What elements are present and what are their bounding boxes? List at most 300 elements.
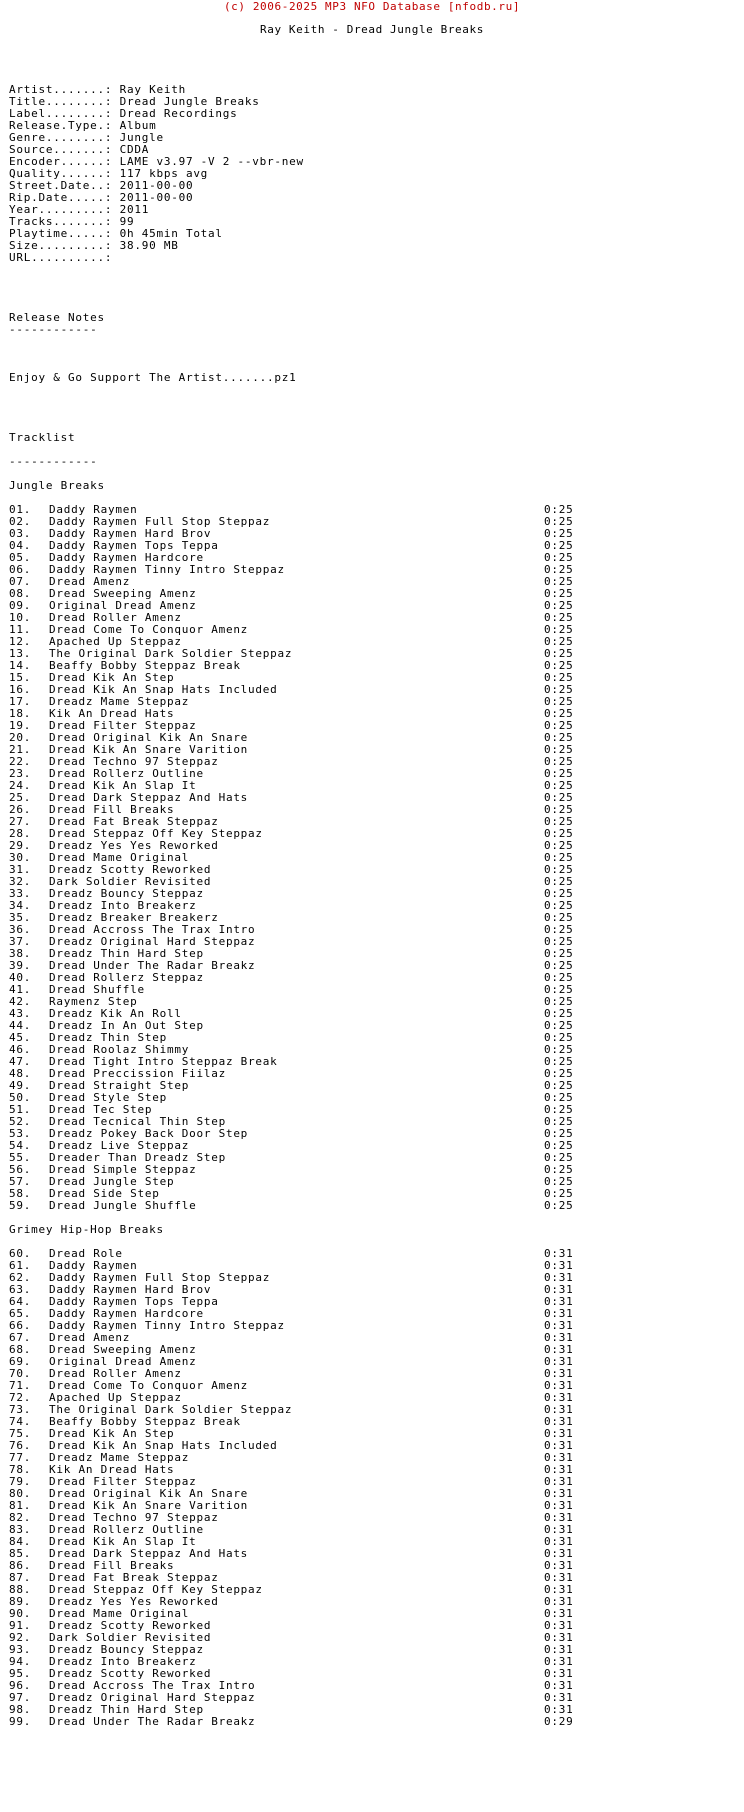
track-duration: 0:25 [544,587,574,600]
track-title: Dreadz Scotty Reworked [49,1667,212,1680]
track-duration: 0:25 [544,1079,574,1092]
track-number: 29. [9,839,32,852]
track-title: Dread Kik An Step [49,1427,175,1440]
track-title: Dread Under The Radar Breakz [49,959,256,972]
track-number: 72. [9,1391,32,1404]
track-number: 92. [9,1631,32,1644]
track-title: Daddy Raymen Hardcore [49,1307,204,1320]
track-title: Dreadz In An Out Step [49,1019,204,1032]
track-duration: 0:25 [544,839,574,852]
track-number: 19. [9,719,32,732]
track-number: 22. [9,755,32,768]
track-duration: 0:25 [544,911,574,924]
track-duration: 0:25 [544,791,574,804]
track-number: 47. [9,1055,32,1068]
track-duration: 0:31 [544,1451,574,1464]
track-title: Dread Tight Intro Steppaz Break [49,1055,278,1068]
track-title: Dread Techno 97 Steppaz [49,1511,219,1524]
track-title: Dread Amenz [49,575,131,588]
track-number: 30. [9,851,32,864]
track-number: 53. [9,1127,32,1140]
track-duration: 0:31 [544,1535,574,1548]
track-title: Dreadz Mame Steppaz [49,1451,190,1464]
info-tracks: Tracks.......: 99 [9,215,135,228]
track-number: 35. [9,911,32,924]
track-number: 28. [9,827,32,840]
track-duration: 0:25 [544,551,574,564]
track-number: 20. [9,731,32,744]
track-duration: 0:25 [544,683,574,696]
track-number: 44. [9,1019,32,1032]
track-duration: 0:25 [544,707,574,720]
track-title: Daddy Raymen Hard Brov [49,1283,212,1296]
track-number: 76. [9,1439,32,1452]
track-number: 09. [9,599,32,612]
track-number: 27. [9,815,32,828]
track-duration: 0:25 [544,659,574,672]
tracklist-underline: ------------ [9,455,98,468]
track-title: Dreadz Breaker Breakerz [49,911,219,924]
track-title: Dread Style Step [49,1091,167,1104]
info-playtime: Playtime.....: 0h 45min Total [9,227,223,240]
track-number: 07. [9,575,32,588]
copyright-banner: (c) 2006-2025 MP3 NFO Database [nfodb.ru] [223,0,521,13]
track-duration: 0:25 [544,815,574,828]
track-duration: 0:25 [544,899,574,912]
track-duration: 0:31 [544,1667,574,1680]
track-number: 74. [9,1415,32,1428]
track-title: Dread Filter Steppaz [49,1475,197,1488]
track-title: Dread Rollerz Outline [49,1523,204,1536]
track-duration: 0:25 [544,695,574,708]
track-duration: 0:25 [544,635,574,648]
track-number: 50. [9,1091,32,1104]
track-duration: 0:25 [544,1151,574,1164]
track-title: Dread Original Kik An Snare [49,731,249,744]
track-title: Dread Kik An Snap Hats Included [49,1439,278,1452]
track-number: 08. [9,587,32,600]
track-duration: 0:31 [544,1283,574,1296]
track-title: Dread Preccission Fiilaz [49,1067,226,1080]
track-title: The Original Dark Soldier Steppaz [49,647,293,660]
track-title: Dreadz Mame Steppaz [49,695,190,708]
track-number: 96. [9,1679,32,1692]
info-genre: Genre........: Jungle [9,131,164,144]
track-number: 01. [9,503,32,516]
track-number: 70. [9,1367,32,1380]
track-title: Dread Steppaz Off Key Steppaz [49,1583,263,1596]
info-street-date: Street.Date..: 2011-00-00 [9,179,194,192]
track-title: Original Dread Amenz [49,599,197,612]
track-number: 94. [9,1655,32,1668]
track-title: Dread Steppaz Off Key Steppaz [49,827,263,840]
track-duration: 0:31 [544,1355,574,1368]
track-duration: 0:25 [544,1187,574,1200]
info-quality: Quality......: 117 kbps avg [9,167,209,180]
track-duration: 0:31 [544,1679,574,1692]
track-duration: 0:31 [544,1343,574,1356]
info-url: URL..........: [9,251,113,264]
track-duration: 0:31 [544,1487,574,1500]
track-title: Dark Soldier Revisited [49,875,212,888]
track-title: Dread Shuffle [49,983,145,996]
release-notes-underline: ------------ [9,323,98,336]
track-number: 23. [9,767,32,780]
track-title: Dread Tec Step [49,1103,153,1116]
track-duration: 0:31 [544,1367,574,1380]
track-title: Dreadz Bouncy Steppaz [49,1643,204,1656]
track-number: 97. [9,1691,32,1704]
track-number: 12. [9,635,32,648]
track-title: Raymenz Step [49,995,138,1008]
track-number: 40. [9,971,32,984]
track-duration: 0:31 [544,1619,574,1632]
track-number: 14. [9,659,32,672]
track-title: Dreadz Bouncy Steppaz [49,887,204,900]
track-duration: 0:25 [544,863,574,876]
track-title: Dreadz Thin Hard Step [49,947,204,960]
track-duration: 0:31 [544,1703,574,1716]
track-number: 85. [9,1547,32,1560]
track-number: 31. [9,863,32,876]
track-duration: 0:25 [544,719,574,732]
track-number: 36. [9,923,32,936]
track-number: 91. [9,1619,32,1632]
track-title: Dread Come To Conquor Amenz [49,1379,249,1392]
track-title: Dread Simple Steppaz [49,1163,197,1176]
track-title: Dread Techno 97 Steppaz [49,755,219,768]
info-size: Size.........: 38.90 MB [9,239,179,252]
track-number: 43. [9,1007,32,1020]
track-title: Dreadz Into Breakerz [49,899,197,912]
info-artist: Artist.......: Ray Keith [9,83,186,96]
track-duration: 0:31 [544,1691,574,1704]
track-number: 89. [9,1595,32,1608]
track-title: Dreadz Yes Yes Reworked [49,839,219,852]
track-title: Dread Side Step [49,1187,160,1200]
track-duration: 0:31 [544,1259,574,1272]
track-duration: 0:25 [544,971,574,984]
info-release-type: Release.Type.: Album [9,119,157,132]
track-title: Daddy Raymen [49,1259,138,1272]
track-title: Daddy Raymen Tops Teppa [49,1295,219,1308]
track-duration: 0:25 [544,1043,574,1056]
track-number: 77. [9,1451,32,1464]
track-duration: 0:25 [544,671,574,684]
info-label: Label........: Dread Recordings [9,107,238,120]
track-duration: 0:31 [544,1391,574,1404]
track-title: Dread Jungle Shuffle [49,1199,197,1212]
track-number: 90. [9,1607,32,1620]
track-number: 59. [9,1199,32,1212]
track-title: Daddy Raymen Tinny Intro Steppaz [49,563,285,576]
track-duration: 0:25 [544,923,574,936]
track-title: Dreadz Kik An Roll [49,1007,182,1020]
section-title-jungle-breaks: Jungle Breaks [9,479,105,492]
track-duration: 0:25 [544,563,574,576]
track-title: Dread Filter Steppaz [49,719,197,732]
track-title: Dark Soldier Revisited [49,1631,212,1644]
track-number: 68. [9,1343,32,1356]
track-number: 98. [9,1703,32,1716]
track-number: 34. [9,899,32,912]
track-duration: 0:25 [544,959,574,972]
info-source: Source.......: CDDA [9,143,150,156]
track-duration: 0:25 [544,1163,574,1176]
track-duration: 0:25 [544,515,574,528]
track-number: 95. [9,1667,32,1680]
track-number: 81. [9,1499,32,1512]
track-duration: 0:31 [544,1523,574,1536]
track-title: Dread Original Kik An Snare [49,1487,249,1500]
track-number: 93. [9,1643,32,1656]
track-number: 56. [9,1163,32,1176]
track-number: 52. [9,1115,32,1128]
track-title: Dread Under The Radar Breakz [49,1715,256,1728]
track-number: 37. [9,935,32,948]
track-duration: 0:25 [544,1019,574,1032]
track-number: 54. [9,1139,32,1152]
track-duration: 0:31 [544,1583,574,1596]
track-title: Dreadz Into Breakerz [49,1655,197,1668]
release-notes-text: Enjoy & Go Support The Artist.......pz1 [9,371,297,384]
track-number: 05. [9,551,32,564]
track-number: 73. [9,1403,32,1416]
track-title: Daddy Raymen Tinny Intro Steppaz [49,1319,285,1332]
track-title: Dreadz Original Hard Steppaz [49,935,256,948]
track-title: Kik An Dread Hats [49,707,175,720]
track-duration: 0:25 [544,947,574,960]
track-duration: 0:25 [544,1067,574,1080]
track-duration: 0:31 [544,1247,574,1260]
track-title: Daddy Raymen Hard Brov [49,527,212,540]
info-year: Year.........: 2011 [9,203,150,216]
track-duration: 0:25 [544,623,574,636]
page-title: Ray Keith - Dread Jungle Breaks [260,23,484,36]
track-number: 84. [9,1535,32,1548]
track-title: Dreadz Scotty Reworked [49,1619,212,1632]
track-number: 58. [9,1187,32,1200]
track-duration: 0:25 [544,767,574,780]
track-number: 67. [9,1331,32,1344]
track-number: 17. [9,695,32,708]
track-duration: 0:25 [544,935,574,948]
track-number: 10. [9,611,32,624]
track-number: 80. [9,1487,32,1500]
track-number: 57. [9,1175,32,1188]
track-duration: 0:31 [544,1319,574,1332]
track-number: 79. [9,1475,32,1488]
track-duration: 0:25 [544,1175,574,1188]
track-duration: 0:25 [544,527,574,540]
track-number: 39. [9,959,32,972]
track-title: Dread Dark Steppaz And Hats [49,791,249,804]
track-duration: 0:29 [544,1715,574,1728]
track-duration: 0:31 [544,1379,574,1392]
track-duration: 0:25 [544,539,574,552]
track-number: 45. [9,1031,32,1044]
track-title: Dread Amenz [49,1331,131,1344]
track-number: 06. [9,563,32,576]
track-title: Dread Dark Steppaz And Hats [49,1547,249,1560]
track-title: Beaffy Bobby Steppaz Break [49,659,241,672]
track-number: 86. [9,1559,32,1572]
track-title: Dread Fill Breaks [49,803,175,816]
track-row [0,1200,744,1212]
track-duration: 0:31 [544,1475,574,1488]
track-title: Dread Kik An Snare Varition [49,1499,249,1512]
track-number: 42. [9,995,32,1008]
track-duration: 0:31 [544,1511,574,1524]
info-title: Title........: Dread Jungle Breaks [9,95,260,108]
track-duration: 0:25 [544,1103,574,1116]
track-title: Dread Sweeping Amenz [49,587,197,600]
track-title: Dread Kik An Step [49,671,175,684]
track-number: 69. [9,1355,32,1368]
track-row [0,1716,744,1728]
track-number: 18. [9,707,32,720]
track-title: Dreadz Yes Yes Reworked [49,1595,219,1608]
track-number: 75. [9,1427,32,1440]
track-title: Beaffy Bobby Steppaz Break [49,1415,241,1428]
track-number: 03. [9,527,32,540]
track-title: Dread Come To Conquor Amenz [49,623,249,636]
track-number: 33. [9,887,32,900]
track-title: Dread Fat Break Steppaz [49,815,219,828]
track-title: Daddy Raymen Hardcore [49,551,204,564]
track-title: Dread Rollerz Outline [49,767,204,780]
track-duration: 0:25 [544,803,574,816]
track-number: 83. [9,1523,32,1536]
track-title: Dread Fat Break Steppaz [49,1571,219,1584]
track-duration: 0:31 [544,1403,574,1416]
track-duration: 0:31 [544,1415,574,1428]
info-rip-date: Rip.Date.....: 2011-00-00 [9,191,194,204]
track-number: 21. [9,743,32,756]
track-duration: 0:25 [544,599,574,612]
track-duration: 0:25 [544,983,574,996]
track-title: Dread Straight Step [49,1079,190,1092]
track-duration: 0:31 [544,1307,574,1320]
track-number: 49. [9,1079,32,1092]
track-title: Dread Kik An Snare Varition [49,743,249,756]
track-duration: 0:25 [544,851,574,864]
track-number: 64. [9,1295,32,1308]
track-title: Dread Kik An Snap Hats Included [49,683,278,696]
track-title: Daddy Raymen Full Stop Steppaz [49,515,271,528]
track-number: 66. [9,1319,32,1332]
track-number: 62. [9,1271,32,1284]
track-duration: 0:25 [544,1199,574,1212]
track-duration: 0:25 [544,743,574,756]
track-title: The Original Dark Soldier Steppaz [49,1403,293,1416]
track-duration: 0:25 [544,503,574,516]
track-duration: 0:25 [544,875,574,888]
track-title: Dread Mame Original [49,1607,190,1620]
track-number: 51. [9,1103,32,1116]
track-duration: 0:25 [544,779,574,792]
track-title: Dreadz Scotty Reworked [49,863,212,876]
track-number: 38. [9,947,32,960]
release-notes-heading: Release Notes [9,311,105,324]
track-number: 55. [9,1151,32,1164]
tracklist-heading: Tracklist [9,431,76,444]
track-duration: 0:31 [544,1427,574,1440]
track-title: Apached Up Steppaz [49,635,182,648]
track-duration: 0:25 [544,1139,574,1152]
track-number: 60. [9,1247,32,1260]
track-title: Dread Fill Breaks [49,1559,175,1572]
track-title: Daddy Raymen [49,503,138,516]
track-title: Dreader Than Dreadz Step [49,1151,226,1164]
track-number: 78. [9,1463,32,1476]
track-duration: 0:25 [544,1031,574,1044]
track-duration: 0:31 [544,1463,574,1476]
track-title: Kik An Dread Hats [49,1463,175,1476]
track-number: 16. [9,683,32,696]
track-duration: 0:25 [544,647,574,660]
track-duration: 0:25 [544,611,574,624]
track-duration: 0:31 [544,1655,574,1668]
track-duration: 0:31 [544,1643,574,1656]
track-title: Dread Jungle Step [49,1175,175,1188]
track-duration: 0:31 [544,1607,574,1620]
track-number: 02. [9,515,32,528]
track-duration: 0:31 [544,1331,574,1344]
track-number: 61. [9,1259,32,1272]
track-title: Dread Mame Original [49,851,190,864]
track-title: Dread Roller Amenz [49,611,182,624]
track-duration: 0:31 [544,1499,574,1512]
track-duration: 0:31 [544,1559,574,1572]
track-number: 99. [9,1715,32,1728]
track-number: 15. [9,671,32,684]
track-title: Dreadz Thin Step [49,1031,167,1044]
track-duration: 0:25 [544,827,574,840]
track-number: 87. [9,1571,32,1584]
track-duration: 0:25 [544,887,574,900]
track-title: Dread Rollerz Steppaz [49,971,204,984]
track-number: 65. [9,1307,32,1320]
track-title: Daddy Raymen Tops Teppa [49,539,219,552]
track-duration: 0:25 [544,1127,574,1140]
track-title: Dread Roller Amenz [49,1367,182,1380]
track-duration: 0:31 [544,1295,574,1308]
track-duration: 0:31 [544,1595,574,1608]
track-duration: 0:31 [544,1631,574,1644]
track-title: Dread Roolaz Shimmy [49,1043,190,1056]
track-duration: 0:25 [544,1091,574,1104]
track-title: Dread Accross The Trax Intro [49,923,256,936]
track-title: Dread Tecnical Thin Step [49,1115,226,1128]
track-duration: 0:25 [544,995,574,1008]
track-number: 82. [9,1511,32,1524]
track-title: Original Dread Amenz [49,1355,197,1368]
track-title: Dread Kik An Slap It [49,779,197,792]
track-duration: 0:31 [544,1547,574,1560]
section-title-grimey-hip-hop-breaks: Grimey Hip-Hop Breaks [9,1223,164,1236]
track-number: 13. [9,647,32,660]
track-title: Dread Accross The Trax Intro [49,1679,256,1692]
track-duration: 0:25 [544,1007,574,1020]
track-number: 71. [9,1379,32,1392]
track-duration: 0:25 [544,1115,574,1128]
track-number: 63. [9,1283,32,1296]
track-number: 26. [9,803,32,816]
track-title: Apached Up Steppaz [49,1391,182,1404]
track-duration: 0:25 [544,1055,574,1068]
track-number: 25. [9,791,32,804]
